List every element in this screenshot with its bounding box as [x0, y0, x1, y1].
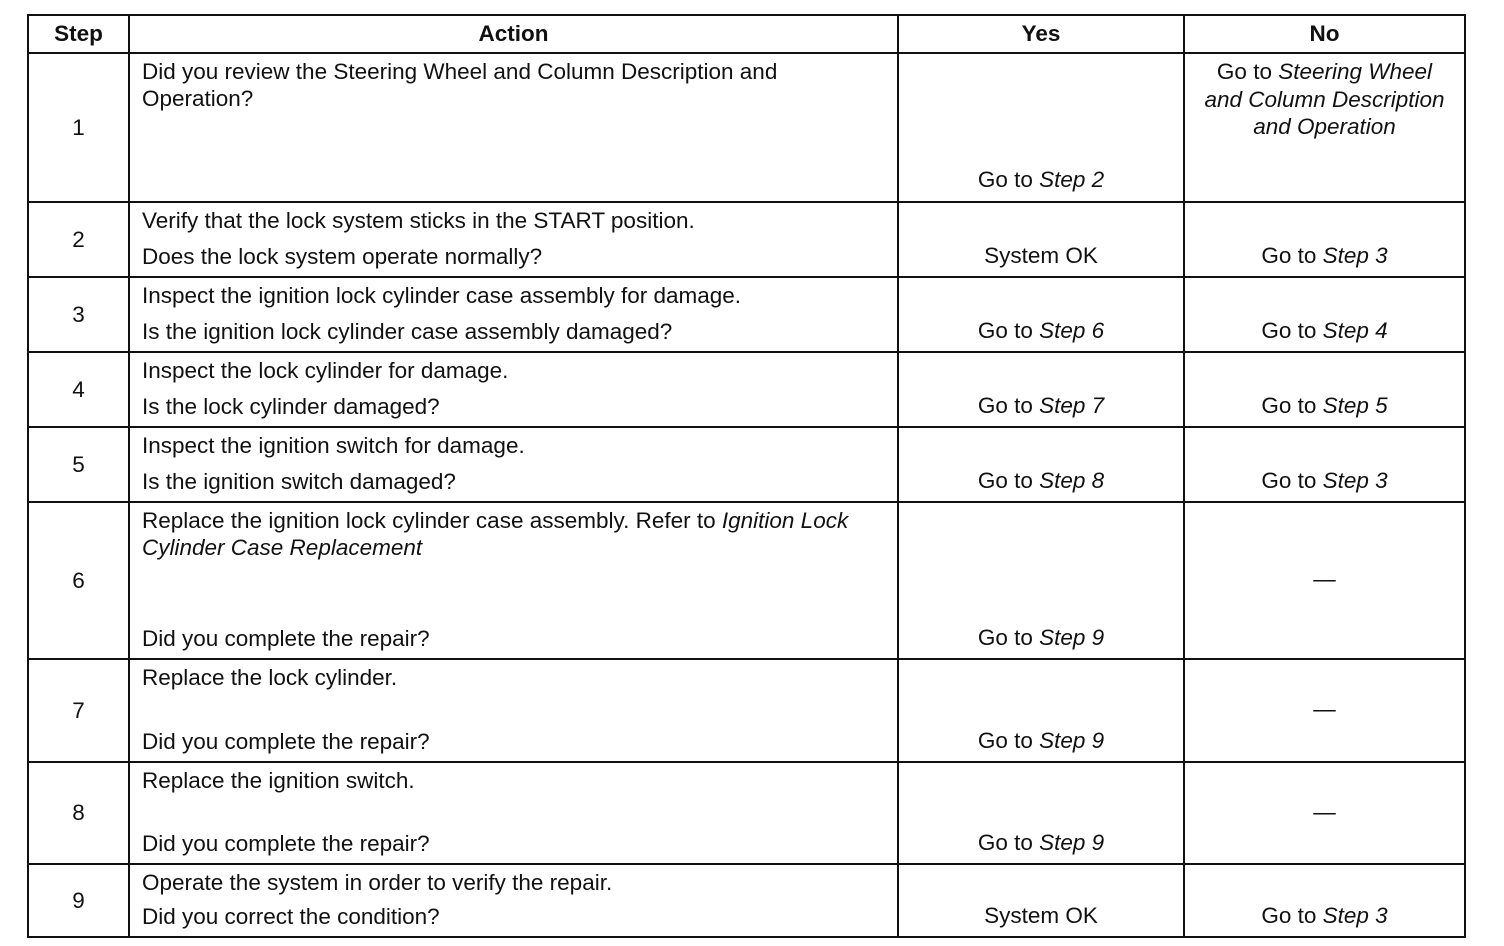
- action-text: Inspect the lock cylinder for damage.: [142, 358, 509, 383]
- no-result-dash: —: [1313, 799, 1336, 824]
- step-number: 3: [28, 277, 129, 352]
- yes-result: System OK: [984, 243, 1098, 268]
- no-cell: [1184, 277, 1465, 352]
- action-question: Did you complete the repair?: [142, 729, 430, 754]
- header-no: No: [1184, 15, 1465, 53]
- no-cell: [1184, 762, 1465, 864]
- action-text: Replace the ignition switch.: [142, 768, 415, 793]
- no-step-link[interactable]: Step 4: [1322, 318, 1388, 343]
- yes-result: System OK: [984, 903, 1098, 928]
- yes-step-link[interactable]: Step 8: [1039, 468, 1105, 493]
- action-cell: [129, 352, 898, 427]
- header-step: Step: [28, 15, 129, 53]
- action-text: Verify that the lock system sticks in the START position.: [142, 208, 695, 233]
- no-step-link[interactable]: Step 3: [1322, 903, 1388, 928]
- yes-prefix: Go to: [977, 625, 1033, 650]
- step-number: 2: [28, 202, 129, 277]
- yes-step-link[interactable]: Step 2: [1039, 167, 1105, 192]
- action-text: Inspect the ignition lock cylinder case assembly for damage.: [142, 283, 742, 308]
- no-step-link[interactable]: Step 5: [1322, 393, 1388, 418]
- action-question: Is the ignition switch damaged?: [142, 469, 456, 494]
- action-cell: [129, 864, 898, 937]
- no-cell: [1184, 53, 1465, 202]
- no-cell: [1184, 864, 1465, 937]
- step-number: 9: [28, 864, 129, 937]
- table-row: [28, 352, 1465, 427]
- table-row: [28, 659, 1465, 762]
- procedure-reference-link[interactable]: Ignition Lock Cylinder Case Replacement: [142, 508, 849, 560]
- action-text: [142, 507, 887, 561]
- no-prefix: Go to: [1216, 59, 1272, 84]
- step-number: 1: [28, 53, 129, 202]
- no-cell: [1184, 659, 1465, 762]
- table-row: [28, 502, 1465, 659]
- action-question: Did you complete the repair?: [142, 831, 430, 856]
- action-cell: [129, 762, 898, 864]
- no-cell: [1184, 427, 1465, 502]
- yes-prefix: Go to: [977, 393, 1033, 418]
- yes-prefix: Go to: [977, 318, 1033, 343]
- no-result-dash: —: [1313, 566, 1336, 592]
- step-number: 4: [28, 352, 129, 427]
- step-number: 5: [28, 427, 129, 502]
- action-question: Does the lock system operate normally?: [142, 244, 543, 269]
- table-row: [28, 427, 1465, 502]
- yes-cell: [898, 53, 1184, 202]
- yes-cell: [898, 202, 1184, 277]
- no-prefix: Go to: [1261, 318, 1317, 343]
- action-question: Is the lock cylinder damaged?: [142, 394, 440, 419]
- yes-step-link[interactable]: Step 7: [1039, 393, 1105, 418]
- diagnostic-table: [27, 14, 1466, 938]
- action-cell: [129, 659, 898, 762]
- no-step-link[interactable]: Step 3: [1322, 243, 1388, 268]
- yes-prefix: Go to: [977, 830, 1033, 855]
- table-row: [28, 53, 1465, 202]
- no-result-dash: —: [1313, 696, 1336, 722]
- yes-prefix: Go to: [977, 167, 1033, 192]
- yes-cell: [898, 502, 1184, 659]
- action-text: Did you review the Steering Wheel and Column Description and Operation?: [142, 59, 778, 111]
- yes-cell: [898, 277, 1184, 352]
- no-reference-link[interactable]: Steering Wheel and Column Description and Operation: [1204, 59, 1445, 139]
- yes-cell: [898, 864, 1184, 937]
- step-number: 8: [28, 762, 129, 864]
- action-question: Did you complete the repair?: [142, 626, 430, 651]
- action-text: Replace the lock cylinder.: [142, 665, 398, 690]
- no-prefix: Go to: [1261, 393, 1317, 418]
- no-cell: [1184, 352, 1465, 427]
- action-cell: [129, 502, 898, 659]
- action-text: Operate the system in order to verify the repair.: [142, 870, 613, 895]
- action-cell: [129, 202, 898, 277]
- no-prefix: Go to: [1261, 243, 1317, 268]
- header-action: Action: [129, 15, 898, 53]
- action-text-lead: Replace the ignition lock cylinder case assembly. Refer to: [142, 508, 716, 533]
- no-prefix: Go to: [1261, 468, 1317, 493]
- step-number: 7: [28, 659, 129, 762]
- step-number: 6: [28, 502, 129, 659]
- table-row: [28, 864, 1465, 937]
- action-question: Is the ignition lock cylinder case assembly damaged?: [142, 319, 673, 344]
- yes-step-link[interactable]: Step 9: [1039, 830, 1105, 855]
- action-cell: [129, 277, 898, 352]
- action-text: Inspect the ignition switch for damage.: [142, 433, 525, 458]
- yes-step-link[interactable]: Step 9: [1039, 625, 1105, 650]
- action-cell: [129, 427, 898, 502]
- action-cell: [129, 53, 898, 202]
- yes-cell: [898, 762, 1184, 864]
- yes-cell: [898, 427, 1184, 502]
- no-step-link[interactable]: Step 3: [1322, 468, 1388, 493]
- yes-step-link[interactable]: Step 9: [1039, 728, 1105, 753]
- yes-cell: [898, 352, 1184, 427]
- table-row: [28, 762, 1465, 864]
- yes-prefix: Go to: [977, 728, 1033, 753]
- no-prefix: Go to: [1261, 903, 1317, 928]
- yes-step-link[interactable]: Step 6: [1039, 318, 1105, 343]
- yes-cell: [898, 659, 1184, 762]
- no-cell: [1184, 502, 1465, 659]
- table-row: [28, 202, 1465, 277]
- action-question: Did you correct the condition?: [142, 904, 440, 929]
- header-row: [28, 15, 1465, 53]
- no-cell: [1184, 202, 1465, 277]
- header-yes: Yes: [898, 15, 1184, 53]
- table-row: [28, 277, 1465, 352]
- yes-prefix: Go to: [977, 468, 1033, 493]
